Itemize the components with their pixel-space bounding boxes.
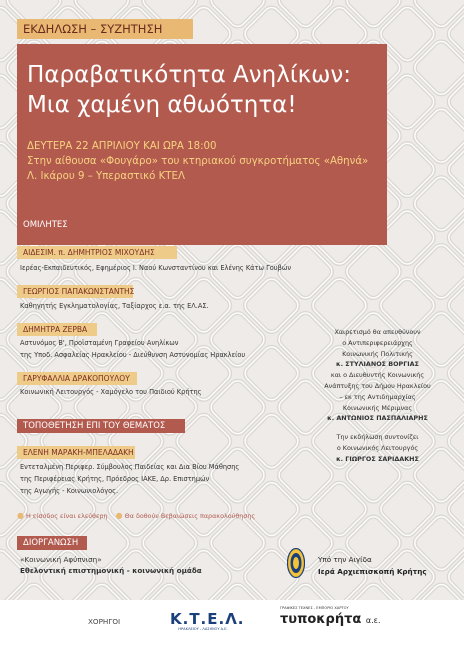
typokriti-suffix: α.ε. xyxy=(365,616,381,625)
speaker-name: ΓΑΡΥΦΑΛΛΙΑ ΔΡΑΚΟΠΟΥΛΟΥ xyxy=(17,372,137,385)
spacer xyxy=(310,424,445,432)
speaker-name: ΔΗΜΗΤΡΑ ΖΕΡΒΑ xyxy=(17,323,97,336)
coordinator-name: κ. ΓΙΩΡΓΟΣ ΣΑΡΙΔΑΚΗΣ xyxy=(336,454,419,463)
positioning-description: Εντεταλμένη Περιφερ. Σύμβουλος Παιδείας και Δια Βίου Μάθησης xyxy=(20,463,240,471)
event-notes xyxy=(17,511,255,520)
title-line-2: Μια χαμένη αθωότητα! xyxy=(27,92,297,118)
speaker-name: ΑΙΔΕΣΙΜ. π. ΔΗΜΗΤΡΙΟΣ ΜΙΧΟΥΔΗΣ xyxy=(17,246,177,259)
typokriti-logo-text xyxy=(280,612,381,627)
organization-heading: ΔΙΟΡΓΑΝΩΣΗ xyxy=(17,536,87,550)
typokriti-name: τυποκρήτα xyxy=(280,612,362,627)
speakers-heading: ΟΜΙΛΗΤΕΣ xyxy=(17,218,93,232)
speaker-description: Κοινωνική Λειτουργός - Χαμόγελο του Παιδιού Κρήτης xyxy=(20,388,202,396)
greetings-text: Χαιρετισμό θα απευθύνουν xyxy=(334,328,421,336)
greetings-text: – εκ της Αντιδημαρχίας xyxy=(339,392,416,401)
event-type-tag: ΕΚΔΗΛΩΣΗ – ΣΥΖΗΤΗΣΗ xyxy=(17,19,193,39)
event-details xyxy=(27,139,387,184)
bullet-icon: ● xyxy=(17,511,24,520)
speaker-description: της Υποδ. Ασφαλείας Ηρακλείου - Διεύθυνση Αστυνομίας Ηρακλείου xyxy=(20,351,246,359)
positioning-speaker-name: ΕΛΕΝΗ ΜΑΡΑΚΗ-ΜΠΕΛΑΔΑΚΗ xyxy=(17,446,135,459)
sponsors-bar xyxy=(0,600,464,652)
greetings-text: και ο Διευθυντής Κοινωνικής xyxy=(330,371,425,380)
archdiocese-seal-icon xyxy=(287,548,305,578)
positioning-description: της Αγωγής - Κοινωνιολόγος. xyxy=(20,487,119,495)
speaker-description: Ιερέας-Εκπαιδευτικός, Εφημέριος Ι. Ναού Κωνσταντίνου και Ελένης Κάτω Γουβών xyxy=(20,264,292,272)
positioning-heading: ΤΟΠΟΘΕΤΗΣΗ ΕΠΙ ΤΟΥ ΘΕΜΑΤΟΣ xyxy=(17,419,185,433)
positioning-description: της Περιφέρειας Κρήτης, Πρόεδρος ΙΑΚΕ, Δρ. Επιστημών xyxy=(20,475,210,483)
typokriti-logo xyxy=(280,606,400,636)
greetings-text: Κοινωνικής Μέριμνας xyxy=(342,403,413,412)
speaker-name: ΓΕΩΡΓΙΟΣ ΠΑΠΑΚΩΝΣΤΑΝΤΗΣ xyxy=(17,285,133,298)
speaker-description: Αστυνόμος Β', Προϊσταμένη Γραφείου Ανηλίκων xyxy=(20,339,179,347)
organizer-description: Εθελοντική επιστημονική - κοινωνική ομάδα xyxy=(20,566,202,575)
event-date: ΔΕΥΤΕΡΑ 22 ΑΠΡΙΛΙΟΥ ΚΑΙ ΩΡΑ 18:00 xyxy=(27,141,217,152)
greeter-name: κ. ΣΤΥΛΙΑΝΟΣ ΒΟΡΓΙΑΣ xyxy=(336,360,419,369)
typokriti-subtext: ΓΡΑΦΙΚΕΣ ΤΕΧΝΕΣ - ΕΜΠΟΡΙΟ ΧΑΡΤΟΥ xyxy=(280,606,349,610)
event-address: Λ. Ικάρου 9 – Υπεραστικό ΚΤΕΛ xyxy=(27,171,185,182)
greetings-block xyxy=(310,327,445,465)
organizer-name: «Κοινωνική Αφύπνιση» xyxy=(20,555,102,564)
greetings-text: ο Αντιπεριφερειάρχης xyxy=(342,338,413,347)
event-title xyxy=(27,60,382,120)
ktel-logo-subtext: ΗΡΑΚΛΕΙΟΥ - ΛΑΣΙΘΙΟΥ Α.Ε. xyxy=(178,627,228,631)
speaker-description: Καθηγητής Εγκληματολογίας, Ταξίαρχος ε.α. της ΕΛ.ΑΣ. xyxy=(20,302,209,310)
aegis-label: Υπό την Αιγίδα xyxy=(318,555,372,564)
greeter-name: κ. ΑΝΤΩΝΙΟΣ ΠΑΣΠΑΛΙΑΡΗΣ xyxy=(327,414,428,423)
event-venue: Στην αίθουσα «Φουγάρο» του κτηριακού συγκροτήματος «Αθηνά» xyxy=(27,156,369,167)
certificates-note: Θα δοθούν Βεβαιώσεις παρακολούθησης xyxy=(124,512,256,520)
hero-banner xyxy=(17,44,387,245)
greetings-text: Κοινωνικής Πολιτικής xyxy=(342,349,413,358)
aegis-organization: Ιερά Αρχιεπισκοπή Κρήτης xyxy=(318,567,427,576)
greetings-text: Ανάπτυξης του Δήμου Ηρακλείου xyxy=(324,381,431,390)
bullet-icon: ● xyxy=(115,511,123,520)
coordinator-text: ο Κοινωνικός Λειτουργός xyxy=(336,443,419,452)
sponsors-label: ΧΟΡΗΓΟΙ xyxy=(88,617,121,626)
ktel-logo xyxy=(170,610,245,636)
title-line-1: Παραβατικότητα Ανηλίκων: xyxy=(27,62,352,88)
coordinator-text: Την εκδήλωση συντονίζει xyxy=(336,433,419,442)
free-entry-note: Η είσοδος είναι ελεύθερη xyxy=(26,512,108,520)
ktel-logo-text: Κ.Τ.Ε.Λ. xyxy=(170,610,245,628)
